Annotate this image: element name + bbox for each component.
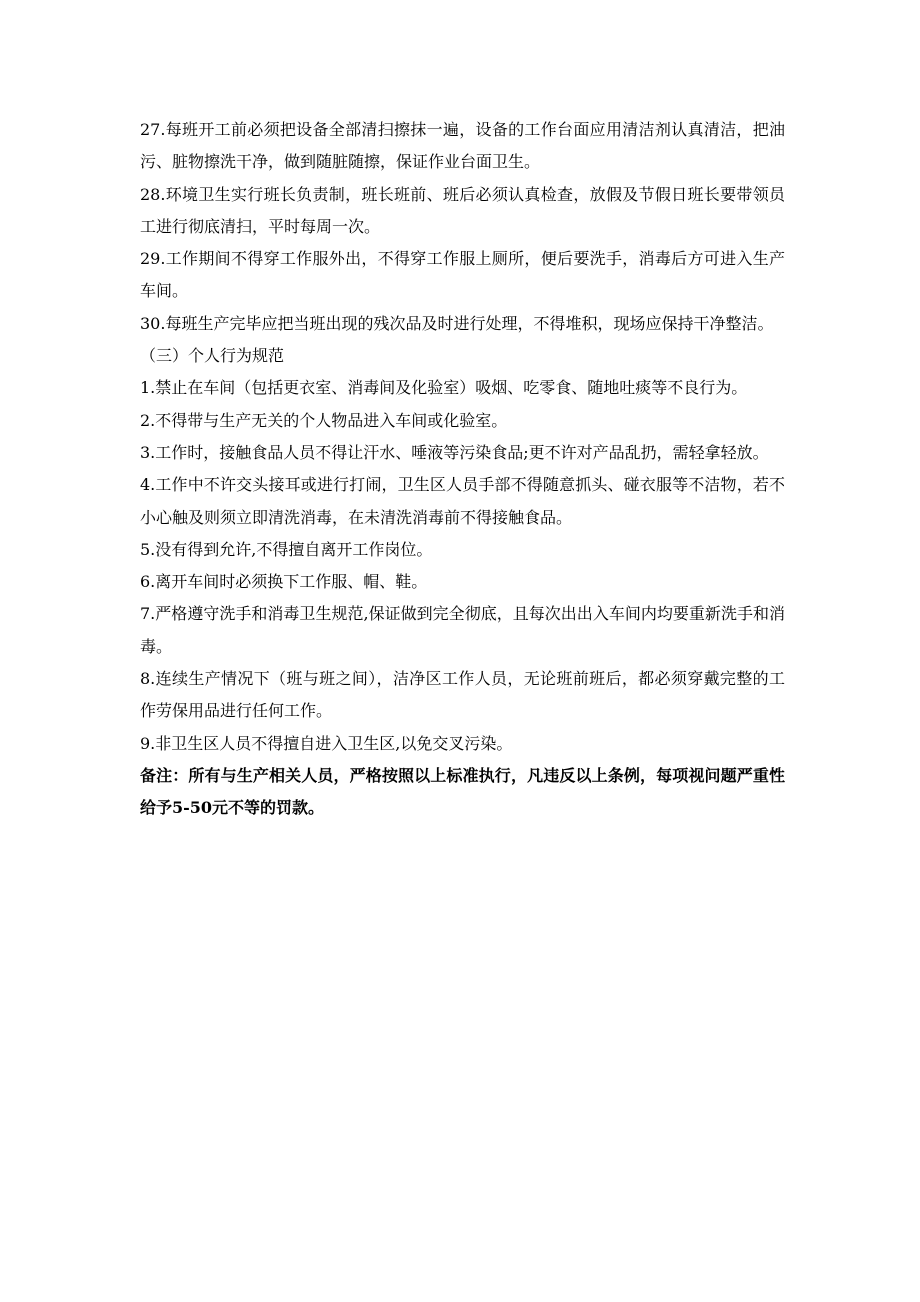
conduct-rule-1: 1.禁止在车间（包括更衣室、消毒间及化验室）吸烟、吃零食、随地吐痰等不良行为。	[140, 378, 748, 398]
document-body	[140, 114, 785, 825]
conduct-rule-7: 7.严格遵守洗手和消毒卫生规范,保证做到完全彻底，且每次出出入车间内均要重新洗手和消毒。	[140, 604, 785, 656]
section-heading: （三）个人行为规范	[140, 346, 285, 366]
conduct-rule-9: 9.非卫生区人员不得擅自进入卫生区,以免交叉污染。	[140, 733, 513, 753]
conduct-rule-3: 3.工作时，接触食品人员不得让汗水、唾液等污染食品;更不许对产品乱扔，需轻拿轻放。	[140, 442, 769, 462]
rule-30: 30.每班生产完毕应把当班出现的残次品及时进行处理，不得堆积，现场应保持干净整洁。	[140, 313, 774, 333]
rule-28: 28.环境卫生实行班长负责制，班长班前、班后必须认真检查，放假及节假日班长要带领员工进行彻底清扫，平时每周一次。	[140, 184, 785, 236]
conduct-rule-6: 6.离开车间时必须换下工作服、帽、鞋。	[140, 572, 428, 592]
conduct-rule-4: 4.工作中不许交头接耳或进行打闹，卫生区人员手部不得随意抓头、碰衣服等不洁物，若不小心触及则须立即清洗消毒，在未清洗消毒前不得接触食品。	[140, 475, 785, 527]
conduct-rule-8: 8.连续生产情况下（班与班之间），洁净区工作人员，无论班前班后，都必须穿戴完整的工作劳保用品进行任何工作。	[140, 669, 785, 721]
rule-27: 27.每班开工前必须把设备全部清扫擦抹一遍，设备的工作台面应用清洁剂认真清洁，把油污、脏物擦洗干净，做到随脏随擦，保证作业台面卫生。	[140, 120, 785, 172]
rule-29: 29.工作期间不得穿工作服外出，不得穿工作服上厕所，便后要洗手，消毒后方可进入生产车间。	[140, 249, 785, 301]
conduct-rule-5: 5.没有得到允许,不得擅自离开工作岗位。	[140, 539, 433, 559]
penalty-note: 备注：所有与生产相关人员，严格按照以上标准执行，凡违反以上条例，每项视问题严重性给予5-50元不等的罚款。	[140, 765, 785, 818]
conduct-rule-2: 2.不得带与生产无关的个人物品进入车间或化验室。	[140, 410, 508, 430]
